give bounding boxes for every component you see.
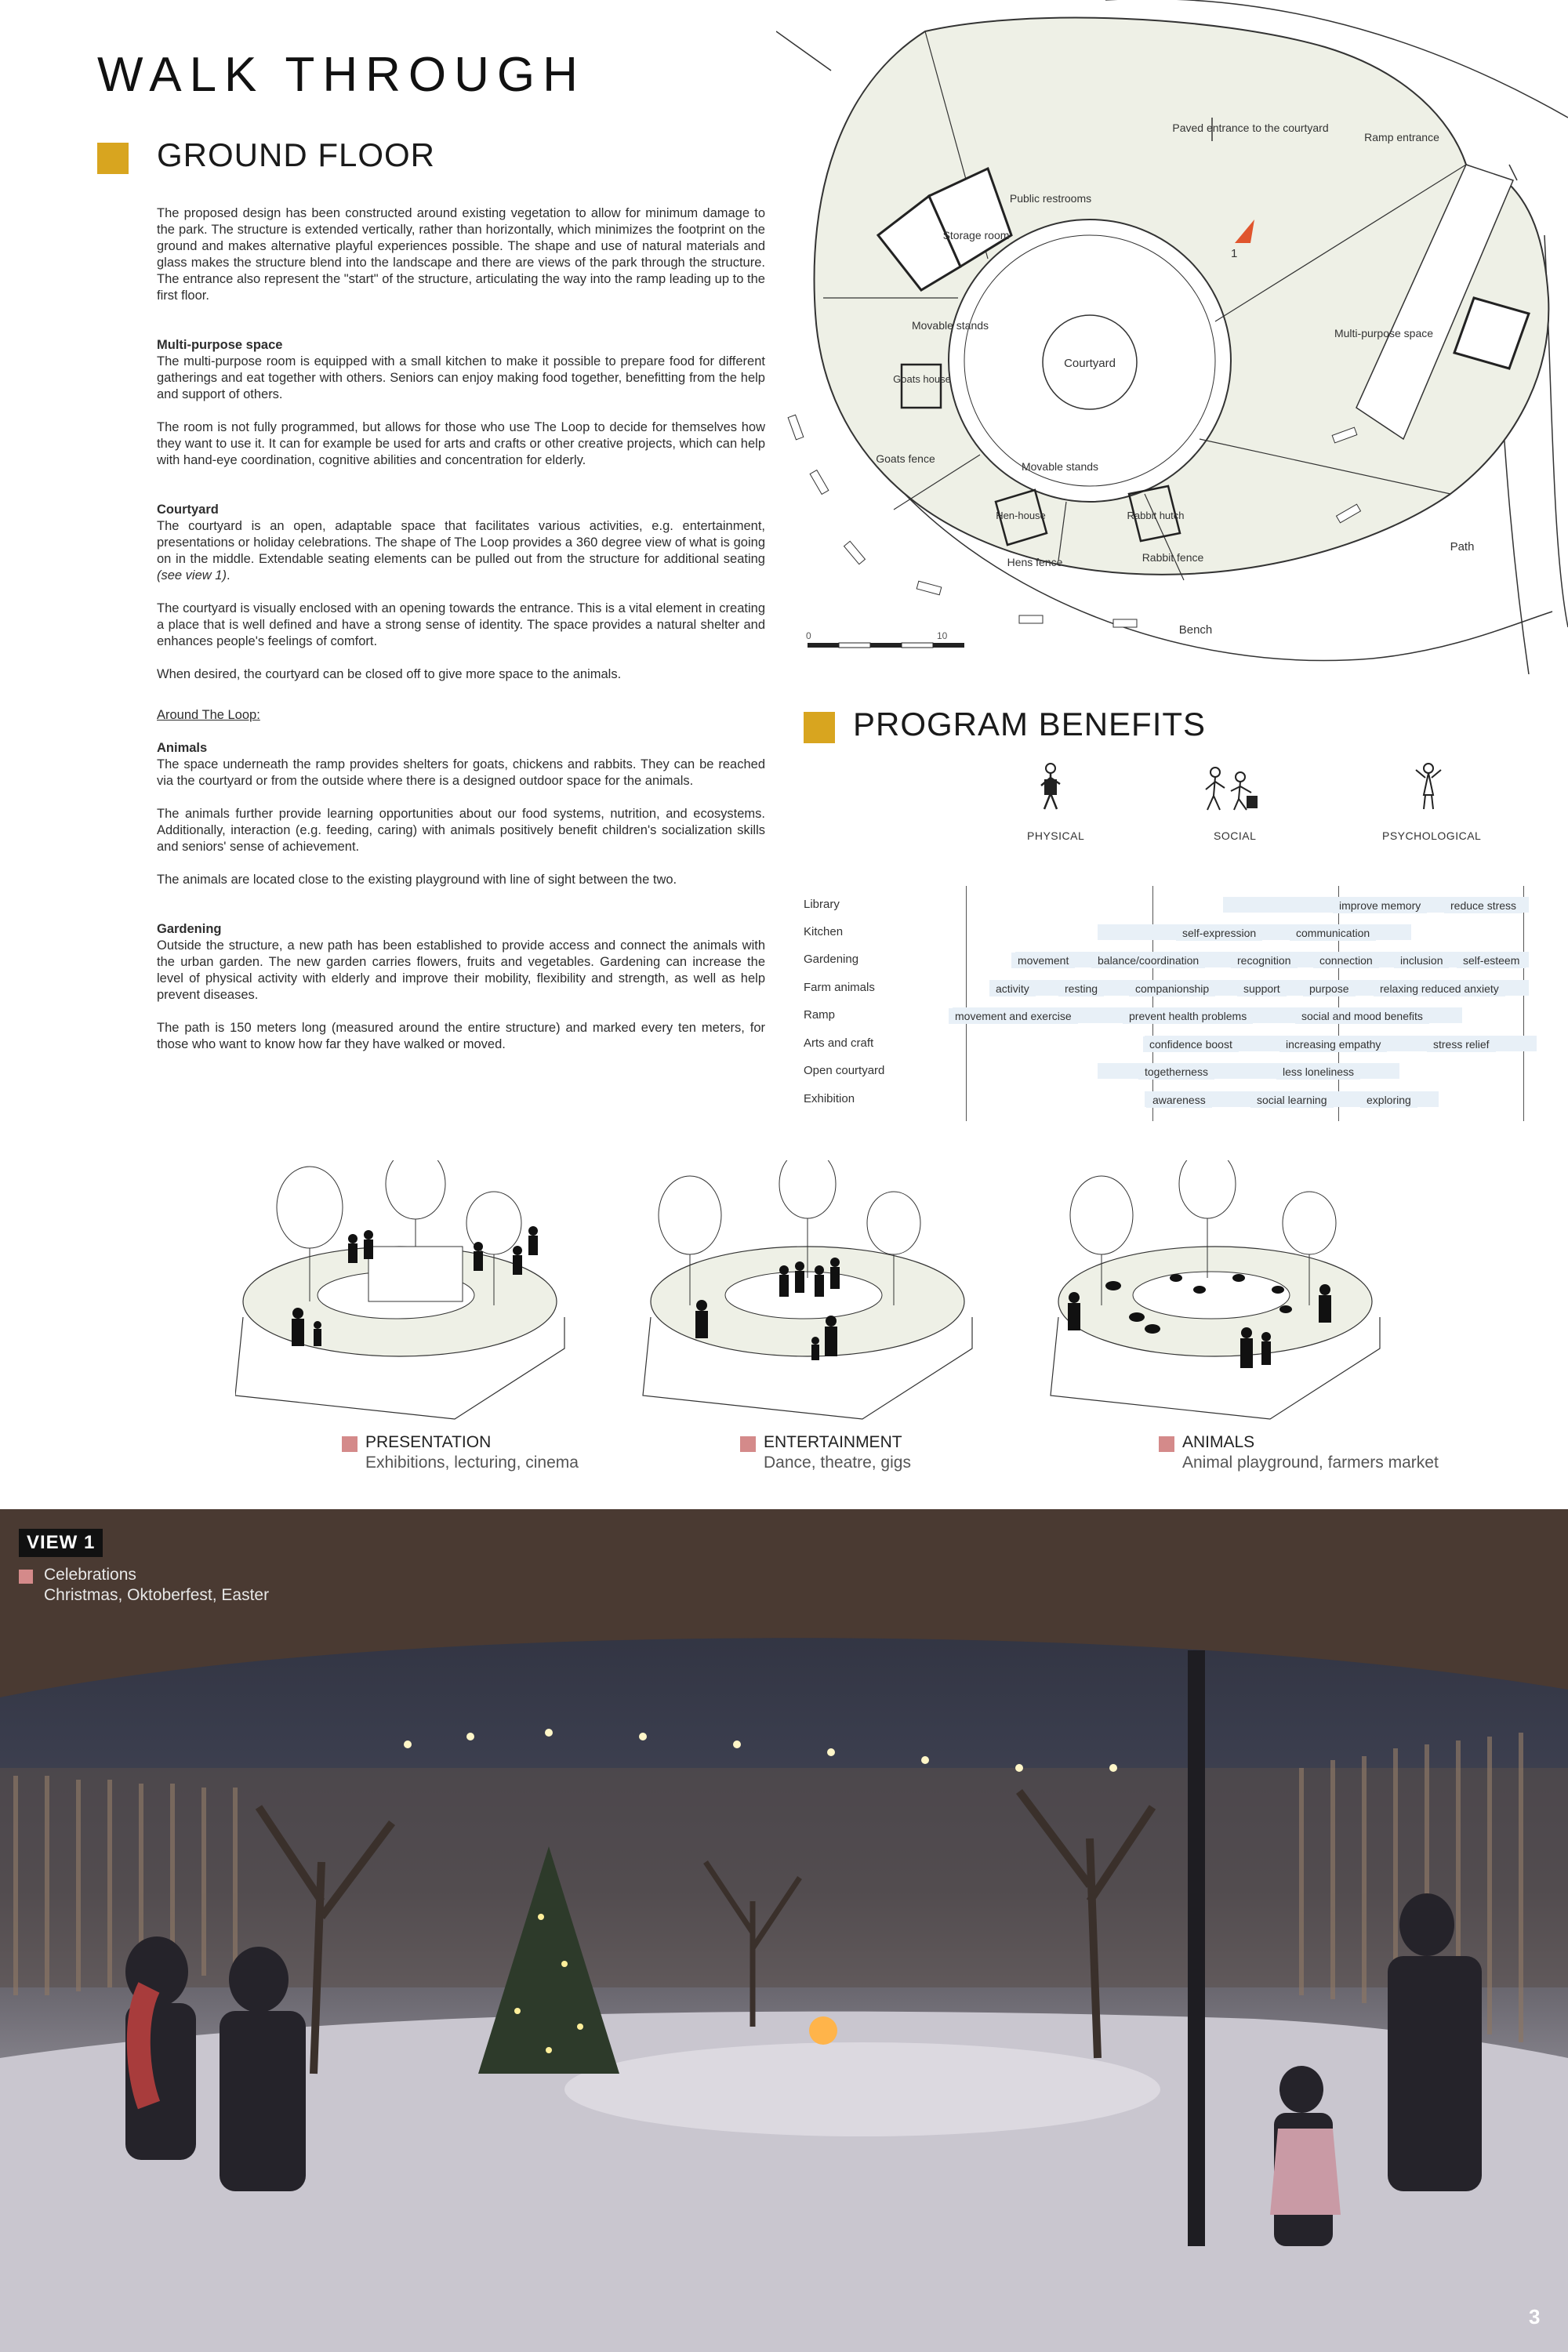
tag-companionship: companionship [1129,981,1215,996]
row-label-arts-and-craft: Arts and craft [804,1036,874,1050]
section-marker [97,143,129,174]
gardening-paragraph-2: The path is 150 meters long (measured around the entire structure) and marked every ten meters, for those who want to know how far they have walked or moved. [157,1021,765,1051]
tag-exploring: exploring [1360,1092,1417,1108]
entertainment-subtitle: Dance, theatre, gigs [764,1454,911,1472]
tag-awareness: awareness [1146,1092,1212,1108]
tag-purpose: purpose [1303,981,1356,996]
tag-connection: connection [1313,953,1379,968]
view-reference: (see view 1) [157,568,227,583]
plan-multipurpose-label: Multi-purpose space [1334,327,1434,339]
night-courtyard-scene [0,1509,1568,2352]
multipurpose-paragraph-2: The room is not fully programmed, but allows for those who use The Loop to decide for themselves how they want to use it. It can for example be used for arts and crafts or other creative projects, which can help with hand-eye coordination, cognitive abilities and concentration for elderly. [157,420,765,467]
courtyard-scenes-illustration [235,1160,1427,1443]
tag-inclusion: inclusion [1394,953,1449,968]
program-benefits-title: PROGRAM BENEFITS [853,706,1207,742]
plan-path-label: Path [1450,540,1475,554]
row-label-gardening: Gardening [804,953,859,966]
social-people-icon [1200,764,1262,811]
tag-support: support [1237,981,1287,996]
scene-animals-drawing [1051,1160,1380,1419]
animals-heading: Animals [157,741,208,755]
tag-social-and-mood-benefits: social and mood benefits [1295,1008,1429,1024]
plan-public-restrooms-label: Public restrooms [1009,192,1092,205]
tag-increasing-empathy: increasing empathy [1279,1036,1387,1052]
plan-hen-house-label: Hen-house [996,510,1046,521]
scene-entertainment-drawing [643,1160,972,1419]
plan-goats-fence-label: Goats fence [876,452,935,465]
courtyard-heading: Courtyard [157,503,219,517]
physical-axis-line [966,886,967,1121]
tag-self-expression: self-expression [1176,925,1262,941]
scene-presentation-drawing [235,1160,564,1419]
animals-title: ANIMALS [1182,1433,1255,1451]
section-heading: GROUND FLOOR [157,136,436,173]
plan-courtyard-label: Courtyard [1064,357,1116,370]
courtyard-p1-end: . [226,568,230,583]
view-1-render [0,1509,1568,2352]
tag-confidence-boost: confidence boost [1143,1036,1239,1052]
plan-bench-label: Bench [1178,623,1213,637]
physical-person-icon [1033,762,1068,812]
plan-storage-room-label: Storage room [942,229,1010,241]
animals-marker [1159,1436,1174,1452]
plan-hens-fence-label: Hens fence [1007,556,1063,568]
entertainment-marker [740,1436,756,1452]
social-axis-line [1152,886,1153,1121]
presentation-subtitle: Exhibitions, lecturing, cinema [365,1454,579,1472]
right-axis-line [1523,886,1524,1121]
page-title: WALK THROUGH [97,48,586,102]
gardening-paragraph-1: Outside the structure, a new path has been established to provide access and connect the animals with the urban garden. The new garden carries flowers, fruits and vegetables. Gardening can increase the level of physical activity with elderly and improve their mobility, flexibility and strength, as well as help prevent diseases. [157,938,765,1002]
row-label-farm-animals: Farm animals [804,981,875,994]
category-physical: PHYSICAL [1027,829,1085,842]
animals-paragraph-3: The animals are located close to the existing playground with line of sight between the two. [157,873,677,887]
view-title: Celebrations [44,1566,136,1584]
row-label-library: Library [804,898,840,911]
intro-paragraph: The proposed design has been constructed around existing vegetation to allow for minimum damage to the park. The structure is extended vertically, rather than horizontally, which minimizes the footprint on the ground and makes alternative playful experiences possible. The shape and use of natural materials and glass makes the structure blend into the landscape and there are views of the park through the structure. The entrance also represent the "start" of the structure, articulating the way into the ramp leading up to the first floor. [157,206,765,303]
row-label-open-courtyard: Open courtyard [804,1064,885,1077]
plan-movable-stands-label-2: Movable stands [1021,460,1099,473]
program-benefits-marker [804,712,835,743]
row-label-ramp: Ramp [804,1008,836,1022]
tag-movement-and-exercise: movement and exercise [949,1008,1078,1024]
presentation-title: PRESENTATION [365,1433,492,1451]
category-social: SOCIAL [1214,829,1257,842]
view-badge: VIEW 1 [19,1529,103,1557]
tag-improve-memory: improve memory [1333,898,1427,913]
multipurpose-heading: Multi-purpose space [157,338,283,352]
tag-communication: communication [1290,925,1376,941]
scale-start-label: 0 [806,630,811,641]
tag-social-learning: social learning [1250,1092,1334,1108]
body-text [157,205,765,1069]
tag-movement: movement [1011,953,1075,968]
presentation-marker [342,1436,358,1452]
entertainment-title: ENTERTAINMENT [764,1433,902,1451]
animals-paragraph-2: The animals further provide learning opportunities about our food systems, nutrition, and ecosystems. Additionally, interaction (e.g. feeding, caring) with animals positively benefit children's socialization skills and seniors' sense of achievement. [157,807,765,854]
tag-reduce-stress: reduce stress [1444,898,1523,913]
around-heading: Around The Loop: [157,708,260,722]
ground-floor-plan [776,0,1568,674]
row-label-exhibition: Exhibition [804,1092,855,1105]
plan-movable-stands-label-1: Movable stands [911,319,989,332]
multipurpose-paragraph-1: The multi-purpose room is equipped with a small kitchen to make it possible to prepare food for different gatherings and eat together with others. Seniors can enjoy making food together, benefitting from the help and support of others. [157,354,765,401]
view-subtitle: Christmas, Oktoberfest, Easter [44,1586,270,1604]
tag-prevent-health-problems: prevent health problems [1123,1008,1253,1024]
plan-rabbit-hutch-label: Rabbit hutch [1127,510,1185,521]
page-number: 3 [1529,2305,1541,2328]
tag-stress-relief: stress relief [1427,1036,1496,1052]
plan-paved-entrance-label: Paved entrance to the courtyard [1172,122,1329,134]
plan-ramp-entrance-label: Ramp entrance [1364,131,1439,143]
psychological-person-icon [1411,762,1446,812]
courtyard-paragraph-3: When desired, the courtyard can be closed off to give more space to the animals. [157,667,622,681]
plan-rabbit-fence-label: Rabbit fence [1142,551,1204,564]
tag-recognition: recognition [1231,953,1298,968]
tag-self-esteem: self-esteem [1457,953,1526,968]
animals-paragraph-1: The space underneath the ramp provides shelters for goats, chickens and rabbits. They can be reached via the courtyard or from the outside where there is a designed outdoor space for the animals. [157,757,765,788]
tag-activity: activity [989,981,1036,996]
plan-goats-house-label: Goats house [893,373,951,385]
plan-entrance-marker: 1 [1231,247,1238,260]
courtyard-paragraph-2: The courtyard is visually enclosed with an opening towards the entrance. This is a vital element in creating a place that is well defined and have a strong sense of identity. The space provides a natural shelter and enhances people's feelings of comfort. [157,601,765,648]
tag-balance-coordination: balance/coordination [1091,953,1205,968]
tag-resting: resting [1058,981,1104,996]
tag-relaxing-reduced-anxiety: relaxing reduced anxiety [1374,981,1505,996]
view-marker [19,1570,33,1584]
animals-subtitle: Animal playground, farmers market [1182,1454,1439,1472]
tag-togetherness: togetherness [1138,1064,1214,1080]
scale-end-label: 10 [937,630,948,641]
courtyard-paragraph-1 [157,518,765,584]
gardening-heading: Gardening [157,922,222,936]
row-label-kitchen: Kitchen [804,925,844,938]
psychological-axis-line [1338,886,1339,1121]
tag-less-loneliness: less loneliness [1276,1064,1360,1080]
courtyard-p1-text: The courtyard is an open, adaptable space that facilitates various activities, e.g. entertainment, presentations or holiday celebrations. The shape of The Loop provides a 360 degree view of what is going on in the middle. Extendable seating elements can be pulled out from the structure for additional seating [157,519,765,566]
category-psychological: PSYCHOLOGICAL [1382,829,1482,842]
